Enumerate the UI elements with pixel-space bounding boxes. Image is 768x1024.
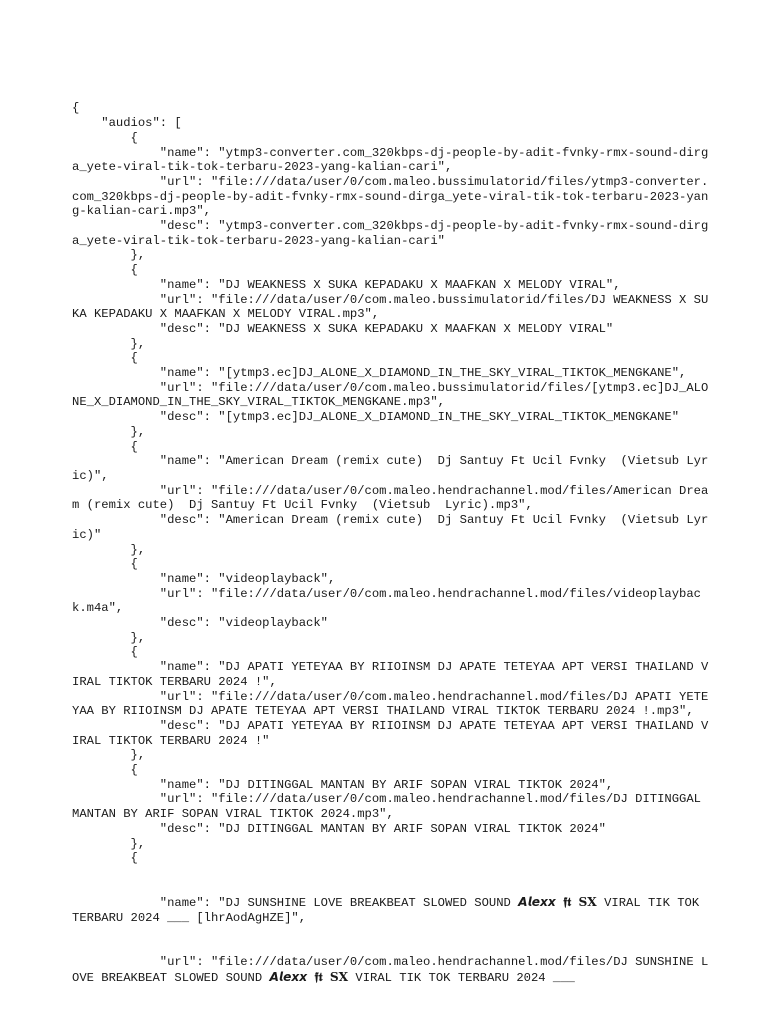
text-line: { xyxy=(72,557,138,572)
text-line: "url": "file:///data/user/0/com.maleo.bussimulatorid/files/[ytmp3.ec]DJ_ALONE_X_DIAMOND_IN_THE_SKY_VIRAL_TIKTOK_MENGKANE.mp3", xyxy=(72,380,709,410)
stylized-text: 𝐒𝐗 xyxy=(578,895,597,910)
document-page xyxy=(72,72,712,1000)
text-line: "name": "American Dream (remix cute) Dj Santuy Ft Ucil Fvnky (Vietsub Lyric)", xyxy=(72,454,709,483)
text-segment: VIRAL TIK TOK TERBARU 2024 ___ xyxy=(348,970,575,985)
text-line: "url": "file:///data/user/0/com.maleo.hendrachannel.mod/files/videoplayback.m4a", xyxy=(72,586,701,616)
stylized-text: 𝐒𝐗 xyxy=(329,969,349,984)
text-line: "desc": "videoplayback" xyxy=(72,616,328,631)
text-line: { xyxy=(72,101,80,116)
text-line: "desc": "American Dream (remix cute) Dj Santuy Ft Ucil Fvnky (Vietsub Lyric)" xyxy=(72,513,709,542)
text-line: { xyxy=(72,763,138,778)
text-line: "name": "videoplayback", xyxy=(72,571,336,586)
text-line: "desc": "DJ DITINGGAL MANTAN BY ARIF SOPAN VIRAL TIKTOK 2024" xyxy=(72,821,606,836)
text-line: { xyxy=(72,851,138,866)
text-line: "desc": "DJ APATI YETEYAA BY RIIOINSM DJ APATE TETEYAA APT VERSI THAILAND VIRAL TIKTOK TERBARU 2024 !" xyxy=(72,718,709,748)
text-line: "name": "DJ WEAKNESS X SUKA KEPADAKU X MAAFKAN X MELODY VIRAL", xyxy=(72,277,621,292)
text-line: }, xyxy=(72,836,146,851)
text-line: }, xyxy=(72,248,146,263)
text-line: }, xyxy=(72,542,146,557)
text-line: "desc": "ytmp3-converter.com_320kbps-dj-people-by-adit-fvnky-rmx-sound-dirga_yete-viral-tik-tok-terbaru-2023-yang-kalian-cari" xyxy=(72,219,709,248)
text-line: "name": "DJ DITINGGAL MANTAN BY ARIF SOPAN VIRAL TIKTOK 2024", xyxy=(72,777,614,792)
text-line: }, xyxy=(72,630,146,645)
text-segment: "name": "DJ SUNSHINE LOVE BREAKBEAT SLOWED SOUND xyxy=(72,896,519,911)
stylized-text: 𝖋𝖙 xyxy=(563,895,572,910)
stylized-text: 𝘼𝙡𝙚𝙭𝙭 xyxy=(518,895,556,910)
text-segment xyxy=(323,971,330,985)
text-line: { xyxy=(72,439,138,454)
sunshine-url-line xyxy=(72,955,712,985)
json-text-body xyxy=(72,101,712,866)
text-line: "desc": "DJ WEAKNESS X SUKA KEPADAKU X MAAFKAN X MELODY VIRAL" xyxy=(72,321,614,336)
text-line: "audios": [ xyxy=(72,116,182,131)
text-line: "name": "[ytmp3.ec]DJ_ALONE_X_DIAMOND_IN_THE_SKY_VIRAL_TIKTOK_MENGKANE", xyxy=(72,366,687,381)
text-line: { xyxy=(72,351,138,366)
sunshine-name-line xyxy=(72,895,712,925)
text-line: "name": "ytmp3-converter.com_320kbps-dj-people-by-adit-fvnky-rmx-sound-dirga_yete-viral-tik-tok-terbaru-2023-yang-kalian-cari", xyxy=(72,145,709,175)
text-line: "url": "file:///data/user/0/com.maleo.hendrachannel.mod/files/DJ DITINGGAL MANTAN BY ARIF SOPAN VIRAL TIKTOK 2024.mp3", xyxy=(72,792,709,822)
text-line: "url": "file:///data/user/0/com.maleo.hendrachannel.mod/files/DJ APATI YETEYAA BY RIIOINSM DJ APATE TETEYAA APT VERSI THAILAND VIRAL TIKTOK TERBARU 2024 !.mp3", xyxy=(72,689,709,719)
text-line: { xyxy=(72,645,138,660)
text-line: "url": "file:///data/user/0/com.maleo.bussimulatorid/files/DJ WEAKNESS X SUKA KEPADAKU X MAAFKAN X MELODY VIRAL.mp3", xyxy=(72,292,709,322)
text-segment xyxy=(556,896,563,910)
text-segment: VIRAL TIK TOK TERBARU 2024 ___ [lhrAodAgHZE]", xyxy=(72,896,707,926)
text-segment: "url": "file:///data/user/0/com.maleo.hendrachannel.mod/files/DJ SUNSHINE LOVE BREAKBEAT SLOWED SOUND xyxy=(72,955,709,985)
text-line: }, xyxy=(72,748,146,763)
text-line: }, xyxy=(72,336,146,351)
text-line: "url": "file:///data/user/0/com.maleo.bussimulatorid/files/ytmp3-converter.com_320kbps-dj-people-by-adit-fvnky-rmx-sound-dirga_yete-viral-tik-tok-terbaru-2023-yang-kalian-cari.mp3", xyxy=(72,174,709,219)
stylized-text: 𝘼𝙡𝙚𝙭𝙭 xyxy=(269,969,308,984)
text-segment xyxy=(571,896,578,910)
text-line: { xyxy=(72,263,138,278)
text-line: { xyxy=(72,130,138,145)
text-line: "name": "DJ APATI YETEYAA BY RIIOINSM DJ APATE TETEYAA APT VERSI THAILAND VIRAL TIKTOK TERBARU 2024 !", xyxy=(72,660,709,689)
stylized-text: 𝖋𝖙 xyxy=(314,969,323,984)
text-line: "url": "file:///data/user/0/com.maleo.hendrachannel.mod/files/American Dream (remix cute) Dj Santuy Ft Ucil Fvnky (Vietsub Lyric).mp3", xyxy=(72,483,709,513)
text-line: "desc": "[ytmp3.ec]DJ_ALONE_X_DIAMOND_IN_THE_SKY_VIRAL_TIKTOK_MENGKANE" xyxy=(72,410,680,425)
text-line: }, xyxy=(72,424,146,439)
